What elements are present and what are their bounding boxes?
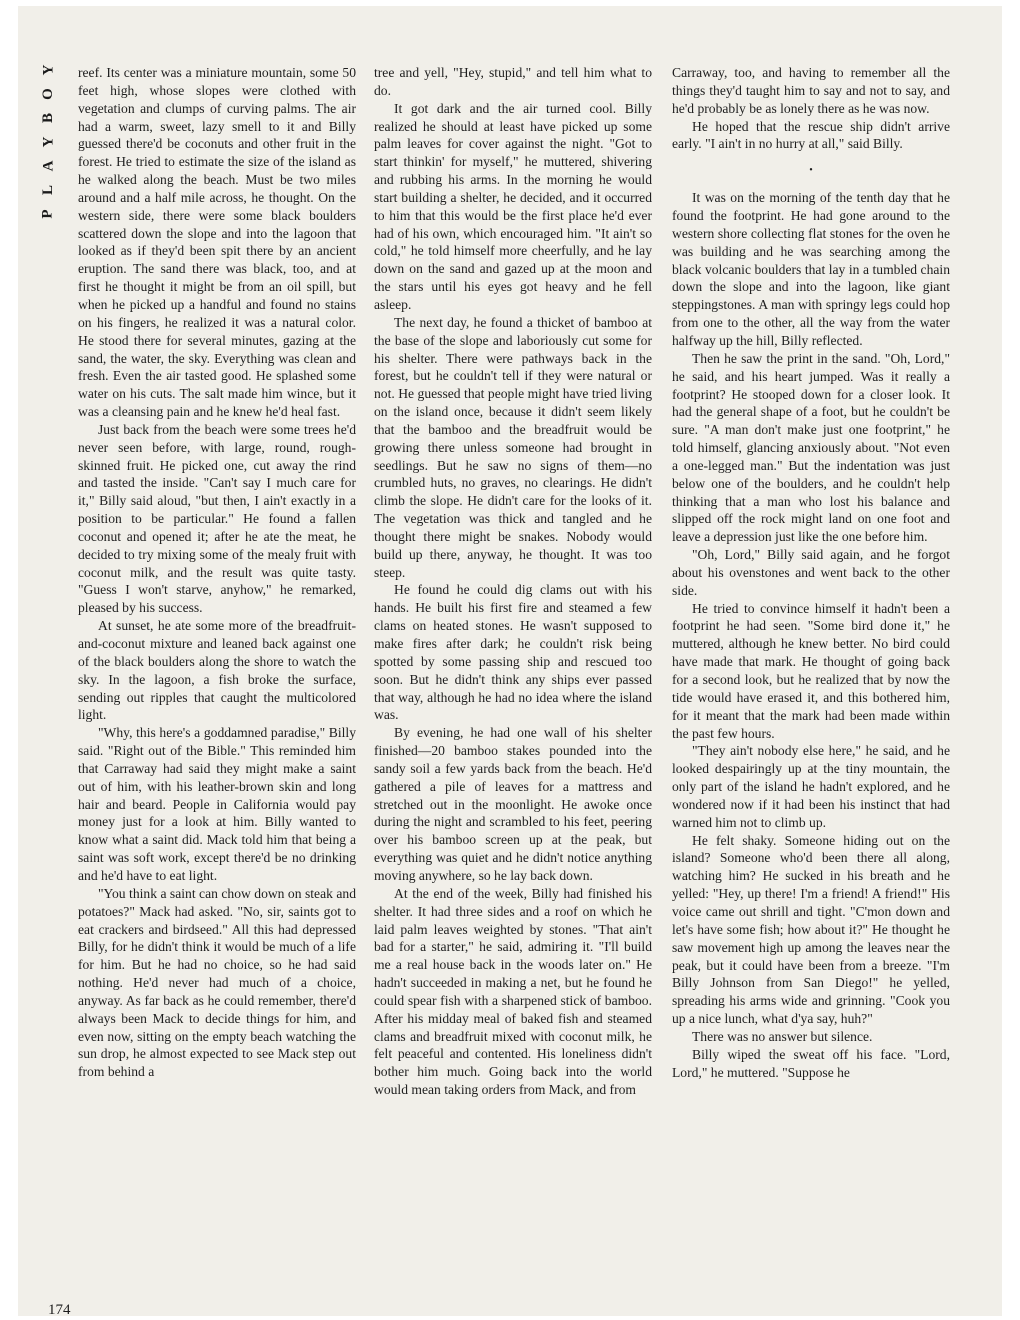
paragraph: "Oh, Lord," Billy said again, and he forgot about his ovenstones and went back to the other side. <box>672 547 950 598</box>
paragraph: There was no answer but silence. <box>692 1028 873 1044</box>
paragraph: He found he could dig clams out with his hands. He built his first fire and steamed a few clams on heated stones. He wasn't supposed to make fires after dark; he couldn't risk being spotted by some passing ship and rescued too soon. But he didn't think any ships ever passed that way, although he had no idea where the island was. <box>374 582 652 723</box>
paragraph: Just back from the beach were some trees he'd never seen before, with large, round, rough-skinned fruit. He picked one, cut away the rind and tasted the inside. "Can't say I much care for it," Billy said aloud, "but then, I ain't exactly in a position to be particular." He found a fallen coconut and opened it; after he ate the meat, he decided to try mixing some of the mealy fruit with coconut milk, and the result was quite tasty. "Guess I won't starve, anyhow," he remarked, pleased by his success. <box>78 421 356 616</box>
paragraph: "They ain't nobody else here," he said, and he looked despairingly up at the tiny mountain, the only part of the island he hadn't explored, and he wondered now if it had been his instinct that had warned him not to climb up. <box>672 743 950 830</box>
masthead-letter: O <box>39 88 56 100</box>
paragraph: Billy wiped the sweat off his face. "Lord, Lord," he muttered. "Suppose he <box>672 1046 950 1080</box>
magazine-page <box>18 6 1002 1316</box>
masthead-letter: L <box>39 184 56 196</box>
paragraph: He felt shaky. Someone hiding out on the island? Someone who'd been there all along, watching him? He sucked in his breath and he yelled: "Hey, up there! I'm a friend! A friend!" His voice came out shrill and tight. "C'mon down and let's have some fish; how about it?" He thought he saw movement high up among the leaves near the peak, but it could have been from a breeze. "I'm Billy Johnson from San Diego!" he yelled, spreading his arms wide and grinning. "Cook you up a nice lunch, what d'ya say, huh?" <box>672 832 950 1027</box>
page-number: 174 <box>48 1302 71 1316</box>
text-column-2 <box>374 64 652 1314</box>
masthead-letter: A <box>40 160 56 172</box>
paragraph: At sunset, he ate some more of the breadfruit-and-coconut mixture and leaned back against one of the black boulders along the shore to watch the sky. In the lagoon, a fish broke the surface, sending out ripples that caught the multicolored light. <box>78 618 356 723</box>
paragraph: tree and yell, "Hey, stupid," and tell him what to do. <box>374 65 652 98</box>
paragraph: By evening, he had one wall of his shelter finished—20 bamboo stakes pounded into the sandy soil a few yards back from the beach. He'd gathered a pile of leaves for a mattress and stretched out in the moonlight. He awoke once during the night and scrambled to his feet, peering over his bamboo screen up at the peak, but everything was quiet and he didn't notice anything moving anywhere, so he lay back down. <box>374 725 652 883</box>
playboy-masthead <box>40 58 66 226</box>
masthead-letter: Y <box>40 136 56 148</box>
paragraph: Carraway, too, and having to remember all the things they'd taught him to say and not to say, and he'd probably be as lonely there as he was now. <box>672 65 950 116</box>
masthead-letter: B <box>39 112 56 124</box>
paragraph: reef. Its center was a miniature mountain, some 50 feet high, whose slopes were clothed with vegetation and clumps of curving palms. The air had a warm, sweet, lazy smell to it and Billy guessed there'd be coconuts and other fruit in the forest. He tried to estimate the size of the island as he walked along the beach. Must be two miles around and a half mile across, he thought. On the western side, there were some black boulders scattered down the slope and into the lagoon that looked as if they'd been spit there by an ancient eruption. The sand there was black, too, and at first he thought it might be from an oil spill, but when he picked up a handful and found no stains on his fingers, he realized it was a natural color. He stood there for several minutes, gazing at the sand, the water, the sky. Everything was clean and fresh. Even the air tasted good. He splashed some water on his cuts. The salt made him wince, but it was a cleansing pain and he knew he'd heal fast. <box>78 65 356 420</box>
paragraph: "You think a saint can chow down on steak and potatoes?" Mack had asked. "No, sir, saints got to eat crackers and birdseed." All this had depressed Billy, for he didn't think it would be much of a life for him. But he had no choice, so he had said nothing. He'd never had much of a choice, anyway. As far back as he could remember, there'd always been Mack to decide things for him, and even now, sitting on the empty beach watching the sun drop, he almost expected to see Mack step out from behind a <box>78 885 356 1080</box>
masthead-letter: P <box>39 209 56 219</box>
paragraph: He hoped that the rescue ship didn't arrive early. "I ain't in no hurry at all," said Billy. <box>672 118 950 152</box>
paragraph: The next day, he found a thicket of bamboo at the base of the slope and laboriously cut some for his shelter. There were pathways back in the forest, but he couldn't tell if they were natural or not. He guessed that people might have tried living on the island once, because it didn't seem likely that the bamboo and the breadfruit would be growing there unless someone had brought in seedlings. But he saw no signs of them—no crumbled huts, no graves, no clearings. He didn't climb the slope. He didn't care for the looks of it. The vegetation was thick and tangled and he thought there might be snakes. Nobody would build up there, anyway, he thought. It was too steep. <box>374 314 652 580</box>
masthead-letter: Y <box>40 64 56 76</box>
section-break: • <box>809 165 813 177</box>
paragraph: It was on the morning of the tenth day that he found the footprint. He had gone around to the western shore collecting flat stones for the oven he was building and he was searching among the black volcanic boulders that lay in a tumbled chain down the slope and into the lagoon, like giant steppingstones. A man with springy legs could hop from one to the other, all the way from the water halfway up the hill, Billy reflected. <box>672 190 950 348</box>
paragraph: "Why, this here's a goddamned paradise," Billy said. "Right out of the Bible." This reminded him that Carraway had said they might make a saint out of him, with his leather-brown skin and long hair and beard. People in California would pay money just for a look at him. Billy wanted to know what a saint did. Mack told him that being a saint was soft work, except there'd be no drinking and he'd have to eat light. <box>78 725 356 883</box>
text-column-1 <box>78 64 356 1314</box>
paragraph: It got dark and the air turned cool. Billy realized he should at least have picked up some palm leaves for cover against the night. "Got to start thinkin' for myself," he muttered, shivering and rubbing his arms. In the morning he would start building a shelter, he decided, and it occurred to him that this would be the first place he'd ever had of his own, which encouraged him. "It ain't so cold," he told himself more cheerfully, and he lay down on the sand and gazed up at the moon and the stars until his eyes got heavy and he fell asleep. <box>374 100 652 312</box>
paragraph: He tried to convince himself it hadn't been a footprint he had seen. "Some bird done it," he muttered, although he knew better. No bird could have made that mark. He thought of going back for a second look, but he realized that by now the tide would have erased it, and this bothered him, for it meant that the mark had been made within the past few hours. <box>672 600 950 741</box>
paragraph: Then he saw the print in the sand. "Oh, Lord," he said, and his heart jumped. Was it really a footprint? He stooped down for a closer look. It had the general shape of a foot, but he couldn't be sure. "A man don't make just one footprint," he told himself, glancing anxiously about. "Not even a one-legged man." But the indentation was just below one of the boulders, and he couldn't help thinking that a man who lost his balance and slipped off the rock might land on one foot and leave a depression just like the one before him. <box>672 350 950 545</box>
text-column-3 <box>672 64 950 1314</box>
paragraph: At the end of the week, Billy had finished his shelter. It had three sides and a roof on which he laid palm leaves weighted by stones. "That ain't bad for a starter," he said, admiring it. "I'll build me a real house back in the woods later on." He hadn't succeeded in making a net, but he found he could spear fish with a sharpened stick of bamboo. After his midday meal of baked fish and steamed clams and breadfruit mixed with coconut milk, he felt peaceful and contented. His loneliness didn't bother him much. Going back into the world would mean taking orders from Mack, and from <box>374 885 652 1098</box>
